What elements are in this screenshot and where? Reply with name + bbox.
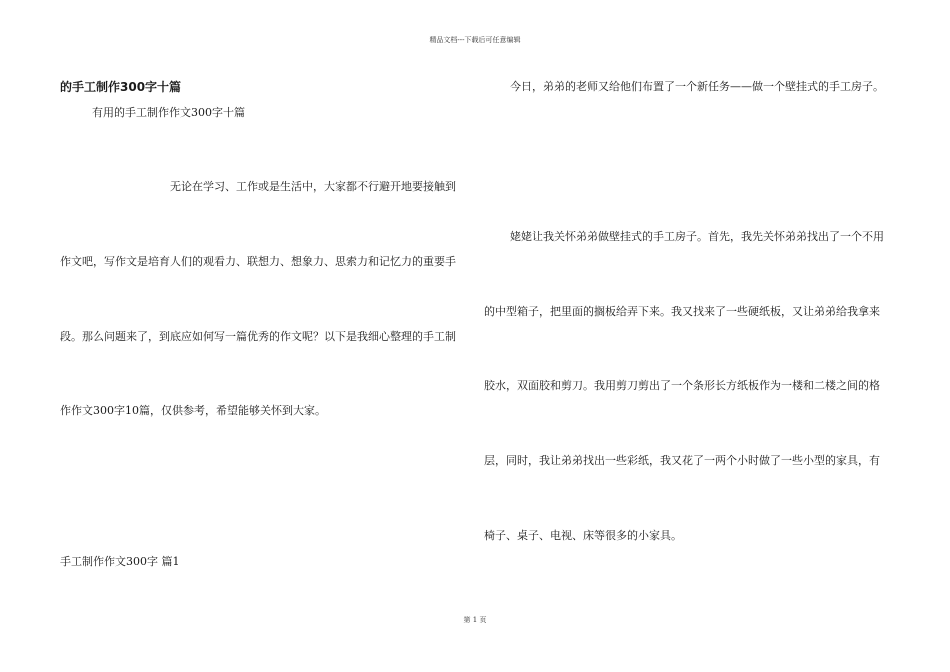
section-heading: 手工制作作文300字 篇1	[60, 555, 180, 568]
page-footer: 第 1 页	[463, 616, 487, 624]
document-subtitle: 有用的手工制作作文300字十篇	[92, 106, 245, 119]
right-intro-line: 今日，弟弟的老师又给他们布置了一个新任务——做一个壁挂式的手工房子。	[510, 80, 884, 93]
left-paragraph-line: 段。那么问题来了，到底应如何写一篇优秀的作文呢？以下是我细心整理的手工制	[60, 330, 456, 343]
right-paragraph-line: 胶水，双面胶和剪刀。我用剪刀剪出了一个条形长方纸板作为一楼和二楼之间的格	[484, 379, 880, 392]
right-paragraph-line: 层，同时，我让弟弟找出一些彩纸，我又花了一两个小时做了一些小型的家具，有	[484, 454, 880, 467]
right-paragraph-line: 姥姥让我关怀弟弟做壁挂式的手工房子。首先，我先关怀弟弟找出了一个不用	[510, 230, 884, 243]
right-paragraph-line: 椅子、桌子、电视、床等很多的小家具。	[484, 529, 682, 542]
left-paragraph-line: 作作文300字10篇，仅供参考，希望能够关怀到大家。	[60, 404, 326, 417]
left-paragraph-line: 作文吧，写作文是培育人们的观看力、联想力、想象力、思索力和记忆力的重要手	[60, 255, 456, 268]
left-paragraph-line: 无论在学习、工作或是生活中，大家都不行避开地要接触到	[170, 180, 456, 193]
document-title: 的手工制作300字十篇	[60, 80, 182, 94]
right-paragraph-line: 的中型箱子，把里面的搁板给弄下来。我又找来了一些硬纸板，又让弟弟给我拿来	[484, 305, 880, 318]
page-header: 精品文档---下载后可任意编辑	[429, 36, 521, 44]
